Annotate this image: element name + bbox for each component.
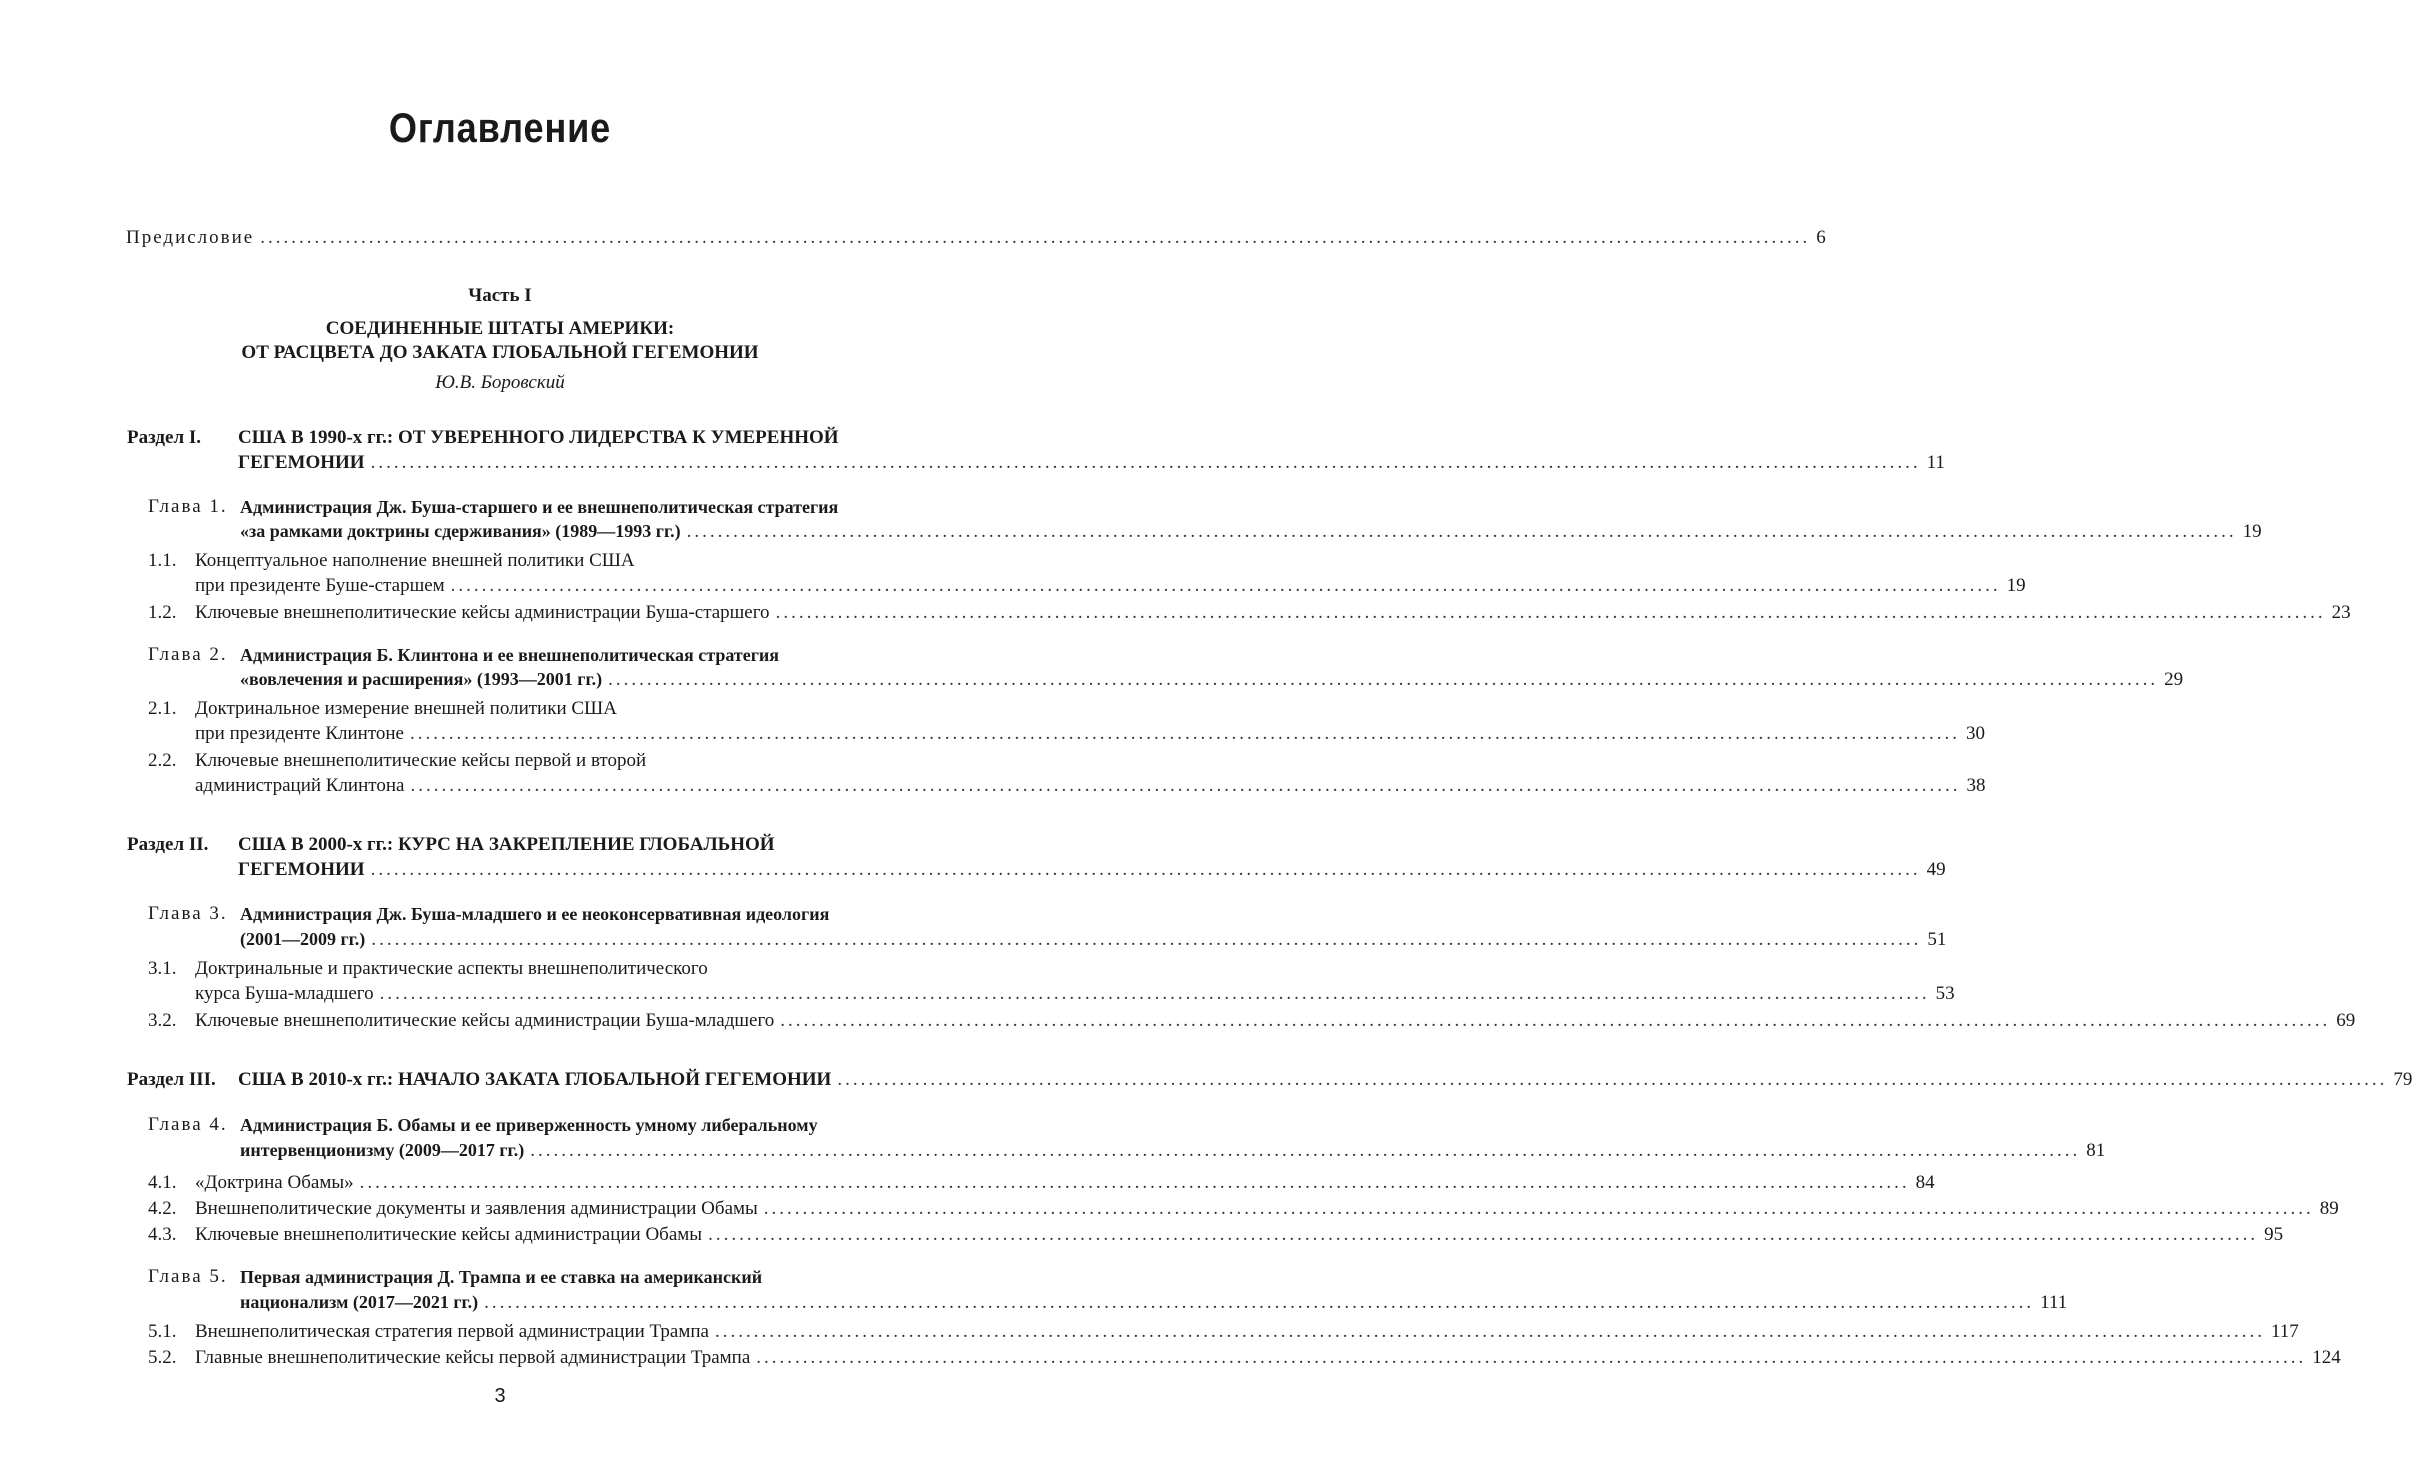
entry-text: Главные внешнеполитические кейсы первой администрации Трампа xyxy=(195,1347,751,1368)
entry-page: 19 xyxy=(2242,521,2262,542)
page-title: Оглавление xyxy=(388,104,612,151)
subsection-title-line1: Доктринальные и практические аспекты внешнеполитического xyxy=(195,958,708,979)
subsection-number: 2.1. xyxy=(148,698,177,719)
leader-dots: ........................................................................................................................................................................................................ xyxy=(780,1010,2331,1031)
chapter-label: Глава 4. xyxy=(148,1114,228,1135)
subsection-title-line1: Концептуальное наполнение внешней политики США xyxy=(195,550,635,571)
toc-entry-chapter-2 xyxy=(240,666,2184,693)
section-title-line1: США В 1990-х гг.: ОТ УВЕРЕННОГО ЛИДЕРСТВА К УМЕРЕННОЙ xyxy=(238,427,839,448)
subsection-number: 5.2. xyxy=(148,1347,177,1368)
entry-page: 89 xyxy=(2319,1198,2339,1219)
entry-text: «вовлечения и расширения» (1993—2001 гг.) xyxy=(240,669,603,689)
leader-dots: ........................................................................................................................................................................................................ xyxy=(370,859,1921,880)
section-title-line1: США В 2000-х гг.: КУРС НА ЗАКРЕПЛЕНИЕ ГЛОБАЛЬНОЙ xyxy=(238,834,775,855)
entry-page: 23 xyxy=(2331,602,2351,623)
toc-entry-section-1 xyxy=(238,450,1945,476)
entry-text: «за рамками доктрины сдерживания» (1989—1993 гг.) xyxy=(240,521,681,541)
leader-dots: ........................................................................................................................................................................................................ xyxy=(686,521,2237,542)
entry-page: 11 xyxy=(1926,452,1945,473)
toc-entry-3-1 xyxy=(195,981,1955,1007)
entry-page: 84 xyxy=(1915,1172,1935,1193)
leader-dots: ........................................................................................................................................................................................................ xyxy=(714,1321,2265,1342)
chapter-title-line1: Первая администрация Д. Трампа и ее ставка на американский xyxy=(240,1267,763,1287)
entry-text: курса Буша-младшего xyxy=(195,983,374,1004)
section-label: Раздел II. xyxy=(127,834,209,855)
entry-text: США В 2010-х гг.: НАЧАЛО ЗАКАТА ГЛОБАЛЬНОЙ ГЕГЕМОНИИ xyxy=(238,1069,832,1090)
section-label: Раздел III. xyxy=(127,1069,216,1090)
entry-page: 111 xyxy=(2040,1292,2068,1313)
entry-page: 69 xyxy=(2336,1010,2356,1031)
chapter-title-line1: Администрация Дж. Буша-старшего и ее внешнеполитическая стратегия xyxy=(240,497,839,517)
leader-dots: ........................................................................................................................................................................................................ xyxy=(708,1224,2259,1245)
leader-dots: ........................................................................................................................................................................................................ xyxy=(370,452,1921,473)
toc-entry-3-2 xyxy=(195,1008,2356,1034)
page-number: 3 xyxy=(494,1385,506,1407)
toc-entry-1-2 xyxy=(195,600,2351,626)
subsection-number: 3.2. xyxy=(148,1010,177,1031)
subsection-number: 5.1. xyxy=(148,1321,177,1342)
subsection-number: 4.3. xyxy=(148,1224,177,1245)
toc-entry-5-1 xyxy=(195,1319,2299,1345)
chapter-label: Глава 5. xyxy=(148,1266,228,1287)
toc-entry-chapter-4 xyxy=(240,1137,2106,1164)
entry-page: 81 xyxy=(2086,1140,2106,1161)
leader-dots: ........................................................................................................................................................................................................ xyxy=(359,1172,1910,1193)
entry-page: 53 xyxy=(1935,983,1955,1004)
leader-dots: ........................................................................................................................................................................................................ xyxy=(484,1292,2035,1313)
entry-page: 79 xyxy=(2393,1069,2412,1090)
section-label: Раздел I. xyxy=(127,427,201,448)
toc-entry-4-2 xyxy=(195,1196,2339,1222)
leader-dots: ........................................................................................................................................................................................................ xyxy=(410,723,1960,744)
subsection-number: 4.1. xyxy=(148,1172,177,1193)
chapter-title-line1: Администрация Б. Клинтона и ее внешнеполитическая стратегия xyxy=(240,645,779,665)
toc-entry-4-1 xyxy=(195,1170,1935,1196)
entry-text: ГЕГЕМОНИИ xyxy=(238,859,365,880)
leader-dots: ........................................................................................................................................................................................................ xyxy=(775,602,2326,623)
leader-dots: ........................................................................................................................................................................................................ xyxy=(260,227,1811,248)
entry-text: Внешнеполитическая стратегия первой администрации Трампа xyxy=(195,1321,709,1342)
subsection-title-line1: Ключевые внешнеполитические кейсы первой и второй xyxy=(195,750,647,771)
entry-text: Внешнеполитические документы и заявления администрации Обамы xyxy=(195,1198,758,1219)
entry-text: ГЕГЕМОНИИ xyxy=(238,452,365,473)
entry-text: (2001—2009 гг.) xyxy=(240,929,366,949)
entry-page: 95 xyxy=(2264,1224,2284,1245)
part-title-line1: СОЕДИНЕННЫЕ ШТАТЫ АМЕРИКИ: xyxy=(325,318,675,339)
entry-text: при президенте Буше-старшем xyxy=(195,575,445,596)
entry-page: 51 xyxy=(1927,929,1947,950)
toc-entry-preface xyxy=(126,225,1828,251)
leader-dots: ........................................................................................................................................................................................................ xyxy=(450,575,2001,596)
subsection-number: 1.1. xyxy=(148,550,177,571)
leader-dots: ........................................................................................................................................................................................................ xyxy=(763,1198,2314,1219)
part-label: Часть I xyxy=(468,285,532,306)
toc-entry-section-2 xyxy=(238,857,1946,883)
leader-dots: ........................................................................................................................................................................................................ xyxy=(756,1347,2307,1368)
leader-dots: ........................................................................................................................................................................................................ xyxy=(379,983,1930,1004)
leader-dots: ........................................................................................................................................................................................................ xyxy=(608,669,2159,690)
leader-dots: ........................................................................................................................................................................................................ xyxy=(371,929,1922,950)
chapter-label: Глава 3. xyxy=(148,903,228,924)
leader-dots: ........................................................................................................................................................................................................ xyxy=(837,1069,2388,1090)
entry-text: Ключевые внешнеполитические кейсы администрации Обамы xyxy=(195,1224,703,1245)
entry-page: 6 xyxy=(1816,227,1828,248)
entry-page: 124 xyxy=(2312,1347,2341,1368)
part-title-line2: ОТ РАСЦВЕТА ДО ЗАКАТА ГЛОБАЛЬНОЙ ГЕГЕМОНИИ xyxy=(241,342,759,363)
entry-page: 117 xyxy=(2270,1321,2299,1342)
toc-entry-2-1 xyxy=(195,721,1985,747)
entry-text: при президенте Клинтоне xyxy=(195,723,404,744)
entry-text: администраций Клинтона xyxy=(195,775,405,796)
toc-entry-section-3 xyxy=(238,1067,2412,1093)
toc-entry-5-2 xyxy=(195,1345,2341,1371)
leader-dots: ........................................................................................................................................................................................................ xyxy=(530,1140,2081,1161)
entry-text: Предисловие xyxy=(126,227,255,248)
subsection-number: 4.2. xyxy=(148,1198,177,1219)
part-author: Ю.В. Боровский xyxy=(435,372,565,393)
toc-entry-chapter-3 xyxy=(240,926,1947,953)
subsection-title-line1: Доктринальное измерение внешней политики США xyxy=(195,698,617,719)
chapter-title-line1: Администрация Дж. Буша-младшего и ее неоконсервативная идеология xyxy=(240,904,830,924)
entry-page: 49 xyxy=(1926,859,1946,880)
toc-entry-4-3 xyxy=(195,1222,2284,1248)
leader-dots: ........................................................................................................................................................................................................ xyxy=(410,775,1961,796)
entry-page: 29 xyxy=(2164,669,2184,690)
entry-text: Ключевые внешнеполитические кейсы администрации Буша-старшего xyxy=(195,602,770,623)
entry-text: «Доктрина Обамы» xyxy=(195,1172,354,1193)
entry-page: 19 xyxy=(2006,575,2026,596)
toc-entry-2-2 xyxy=(195,773,1986,799)
entry-text: интервенционизму (2009—2017 гг.) xyxy=(240,1140,525,1160)
toc-entry-chapter-5 xyxy=(240,1289,2068,1316)
chapter-label: Глава 1. xyxy=(148,496,228,517)
entry-page: 38 xyxy=(1966,775,1986,796)
chapter-label: Глава 2. xyxy=(148,644,228,665)
subsection-number: 2.2. xyxy=(148,750,177,771)
toc-entry-chapter-1 xyxy=(240,518,2262,545)
subsection-number: 1.2. xyxy=(148,602,177,623)
toc-entry-1-1 xyxy=(195,573,2026,599)
entry-text: Ключевые внешнеполитические кейсы администрации Буша-младшего xyxy=(195,1010,775,1031)
entry-page: 30 xyxy=(1966,723,1985,744)
entry-text: национализм (2017—2021 гг.) xyxy=(240,1292,479,1312)
subsection-number: 3.1. xyxy=(148,958,177,979)
chapter-title-line1: Администрация Б. Обамы и ее приверженность умному либеральному xyxy=(240,1115,818,1135)
